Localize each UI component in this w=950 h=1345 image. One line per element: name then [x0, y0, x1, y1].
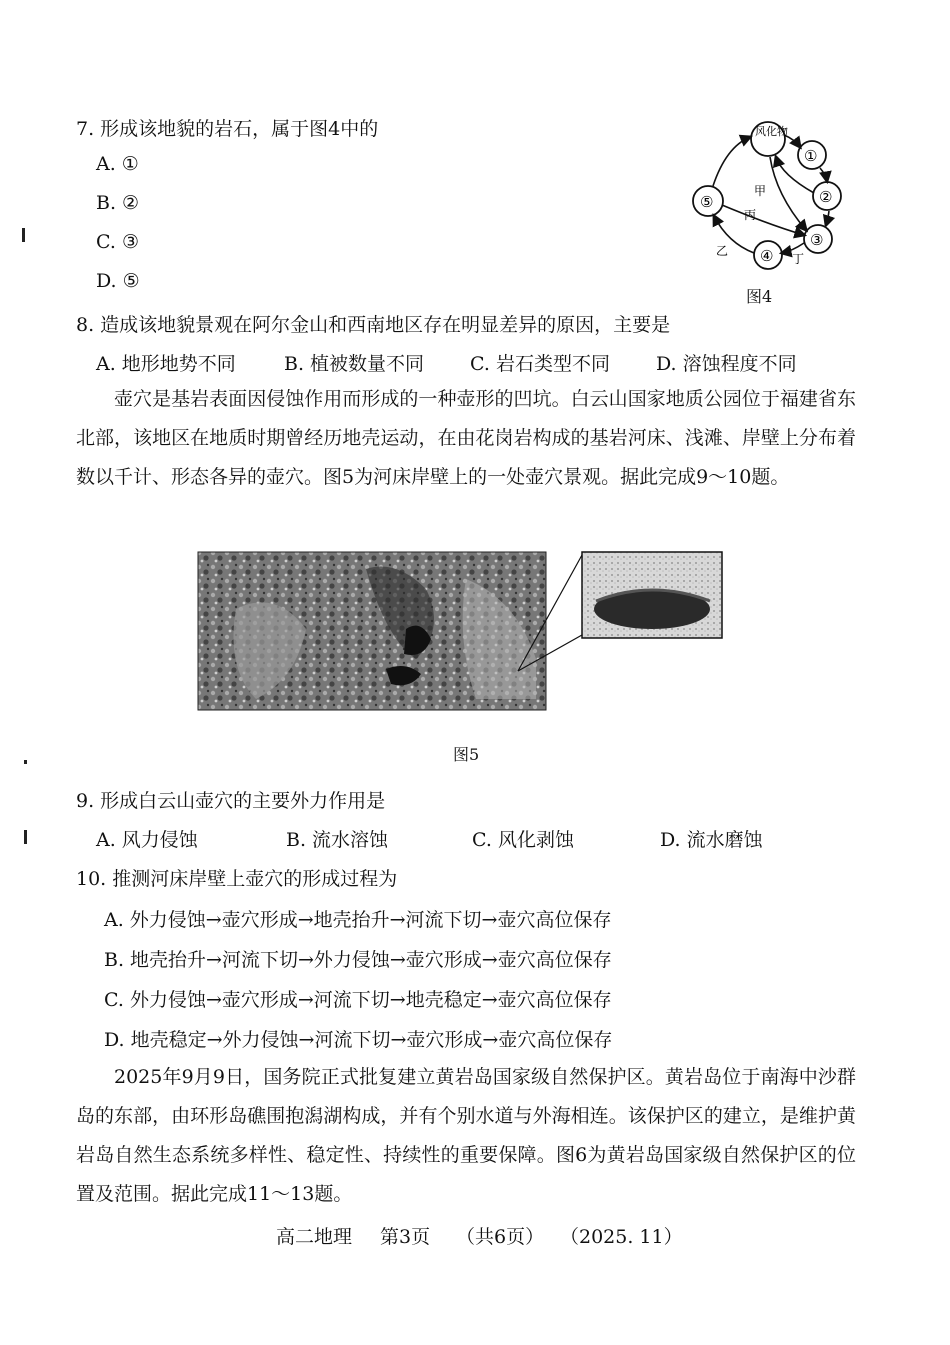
question-7-option-c: C. ③: [96, 231, 139, 253]
figure-5-caption: 图5: [453, 745, 480, 764]
pothole-photo: [196, 549, 726, 713]
arrow-label-bing: 丙: [744, 208, 757, 222]
arrow-label-yi: 乙: [716, 244, 729, 258]
question-7-stem: 7. 形成该地貌的岩石，属于图4中的: [76, 118, 379, 140]
node-4-label: ④: [760, 247, 774, 265]
question-9-stem: 9. 形成白云山壶穴的主要外力作用是: [76, 790, 386, 812]
node-1-label: ①: [804, 147, 818, 165]
question-10-option-b: B. 地壳抬升→河流下切→外力侵蚀→壶穴形成→壶穴高位保存: [104, 949, 612, 971]
binding-mark: [22, 228, 25, 242]
question-10-stem: 10. 推测河床岸壁上壶穴的形成过程为: [76, 868, 398, 890]
question-8-option-b: B. 植被数量不同: [284, 353, 425, 375]
passage-huangyan-text: 2025年9月9日，国务院正式批复建立黄岩岛国家级自然保护区。黄岩岛位于南海中沙群岛的东部，由环形岛礁围抱潟湖构成，并有个别水道与外海相连。该保护区的建立，是维护黄岩岛自然生态系统多样性、稳定性、持续性的重要保障。图6为黄岩岛国家级自然保护区的位置及范围。据此完成11～13题。: [76, 1066, 856, 1205]
node-3-label: ③: [810, 231, 824, 249]
node-2-label: ②: [819, 188, 833, 206]
question-8-option-d: D. 溶蚀程度不同: [656, 353, 797, 375]
passage-pothole: [76, 380, 856, 497]
question-10-option-c: C. 外力侵蚀→壶穴形成→河流下切→地壳稳定→壶穴高位保存: [104, 989, 612, 1011]
node-weathered-label: 风化物: [755, 125, 788, 138]
question-7-option-d: D. ⑤: [96, 270, 140, 292]
question-9-option-b: B. 流水溶蚀: [286, 829, 389, 851]
question-7-option-a: A. ①: [96, 153, 139, 175]
question-9-option-c: C. 风化剥蚀: [472, 829, 574, 851]
rock-cycle-diagram: [680, 115, 870, 310]
binding-mark: [24, 760, 27, 764]
passage-huangyan-island: [76, 1058, 856, 1214]
question-9-option-d: D. 流水磨蚀: [660, 829, 763, 851]
footer-date: （2025. 11）: [560, 1226, 683, 1248]
question-9-option-a: A. 风力侵蚀: [96, 829, 198, 851]
question-8-option-c: C. 岩石类型不同: [470, 353, 610, 375]
question-10-option-d: D. 地壳稳定→外力侵蚀→河流下切→壶穴形成→壶穴高位保存: [104, 1029, 613, 1051]
question-8-stem: 8. 造成该地貌景观在阿尔金山和西南地区存在明显差异的原因，主要是: [76, 314, 671, 336]
question-10-option-a: A. 外力侵蚀→壶穴形成→地壳抬升→河流下切→壶穴高位保存: [104, 909, 612, 931]
figure-4-caption: 图4: [746, 287, 773, 306]
footer-subject: 高二地理: [276, 1226, 353, 1248]
node-5-label: ⑤: [700, 193, 714, 211]
arrow-label-jia: 甲: [754, 184, 767, 198]
question-7-option-b: B. ②: [96, 192, 140, 214]
arrow-label-ding: 丁: [792, 252, 805, 266]
footer-total-pages: （共6页）: [456, 1226, 545, 1248]
binding-mark: [24, 830, 27, 844]
passage-pothole-text: 壶穴是基岩表面因侵蚀作用而形成的一种壶形的凹坑。白云山国家地质公园位于福建省东北部，该地区在地质时期曾经历地壳运动，在由花岗岩构成的基岩河床、浅滩、岸壁上分布着数以千计、形态各异的壶穴。图5为河床岸壁上的一处壶穴景观。据此完成9～10题。: [76, 388, 856, 488]
question-8-option-a: A. 地形地势不同: [96, 353, 236, 375]
footer-page-number: 第3页: [380, 1226, 431, 1248]
